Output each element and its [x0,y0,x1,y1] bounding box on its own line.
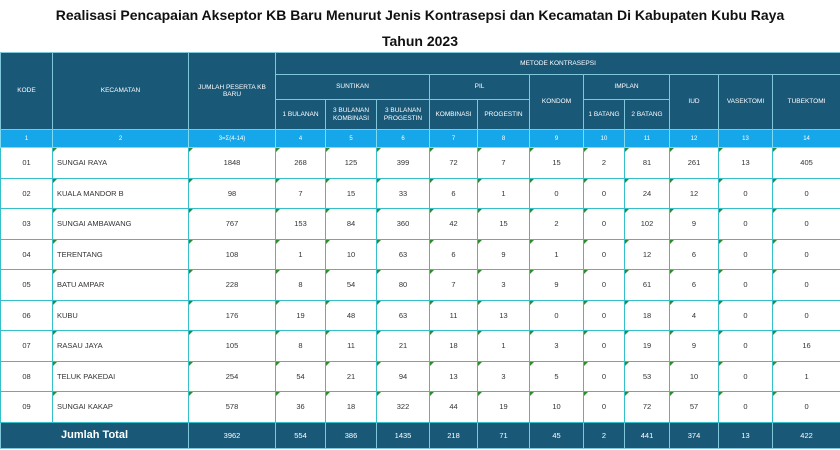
cell-value: 0 [584,178,625,209]
cell-kode: 01 [1,148,53,179]
cell-value: 3 [478,270,530,301]
cell-kode: 05 [1,270,53,301]
cell-value: 18 [430,331,478,362]
cell-value: 0 [719,209,773,240]
header-pil-progestin: PROGESTIN [478,100,530,130]
cell-value: 11 [326,331,377,362]
page-subtitle-year: Tahun 2023 [382,33,458,49]
cell-value: 0 [773,178,840,209]
cell-value: 7 [276,178,326,209]
column-number: 8 [478,130,530,148]
header-2-batang: 2 BATANG [625,100,670,130]
cell-value: 6 [430,239,478,270]
cell-value: 94 [377,361,430,392]
cell-value: 254 [189,361,276,392]
cell-value: 102 [625,209,670,240]
cell-value: 322 [377,392,430,423]
header-pil: PIL [430,75,530,100]
cell-value: 767 [189,209,276,240]
cell-value: 108 [189,239,276,270]
cell-kecamatan: SUNGAI KAKAP [53,392,189,423]
column-number: 3=Σ(4-14) [189,130,276,148]
cell-value: 9 [530,270,584,301]
cell-value: 19 [478,392,530,423]
header-jumlah: JUMLAH PESERTA KB BARU [189,53,276,130]
table-row [1,300,840,331]
cell-value: 105 [189,331,276,362]
column-number: 14 [773,130,840,148]
cell-value: 2 [584,148,625,179]
cell-value: 63 [377,300,430,331]
column-number: 6 [377,130,430,148]
total-value: 218 [430,422,478,448]
cell-value: 0 [719,300,773,331]
cell-value: 12 [625,239,670,270]
cell-value: 1 [276,239,326,270]
cell-value: 1 [478,178,530,209]
header-iud: IUD [670,75,719,130]
cell-value: 81 [625,148,670,179]
header-1-bulanan: 1 BULANAN [276,100,326,130]
cell-value: 0 [719,361,773,392]
total-value: 422 [773,422,840,448]
column-number: 4 [276,130,326,148]
cell-value: 21 [326,361,377,392]
column-number: 10 [584,130,625,148]
cell-value: 176 [189,300,276,331]
column-number: 5 [326,130,377,148]
column-number: 12 [670,130,719,148]
cell-kode: 04 [1,239,53,270]
cell-value: 10 [326,239,377,270]
cell-value: 578 [189,392,276,423]
cell-value: 4 [670,300,719,331]
cell-value: 9 [670,331,719,362]
cell-value: 15 [530,148,584,179]
cell-value: 13 [478,300,530,331]
header-tubektomi: TUBEKTOMI [773,75,840,130]
cell-value: 0 [719,239,773,270]
total-value: 2 [584,422,625,448]
cell-value: 72 [430,148,478,179]
cell-value: 8 [276,270,326,301]
cell-value: 125 [326,148,377,179]
header-3-bulanan-kombinasi: 3 BULANAN KOMBINASI [326,100,377,130]
total-row [1,422,840,448]
table-row [1,331,840,362]
column-number: 1 [1,130,53,148]
page-title: Realisasi Pencapaian Akseptor KB Baru Menurut Jenis Kontrasepsi dan Kecamatan Di Kabupaten Kubu Raya [55,7,785,23]
cell-value: 1848 [189,148,276,179]
cell-value: 13 [719,148,773,179]
table-row [1,270,840,301]
cell-value: 0 [773,300,840,331]
cell-value: 268 [276,148,326,179]
cell-value: 0 [584,361,625,392]
cell-value: 18 [326,392,377,423]
cell-value: 0 [719,178,773,209]
cell-value: 261 [670,148,719,179]
column-number: 9 [530,130,584,148]
cell-value: 5 [530,361,584,392]
cell-value: 42 [430,209,478,240]
cell-value: 0 [530,178,584,209]
cell-value: 80 [377,270,430,301]
cell-value: 12 [670,178,719,209]
table-row [1,361,840,392]
cell-value: 19 [625,331,670,362]
cell-value: 84 [326,209,377,240]
cell-value: 1 [530,239,584,270]
header-pil-kombinasi: KOMBINASI [430,100,478,130]
header-suntikan: SUNTIKAN [276,75,430,100]
cell-value: 9 [670,209,719,240]
table-row [1,148,840,179]
cell-value: 1 [478,331,530,362]
cell-value: 6 [430,178,478,209]
cell-kode: 07 [1,331,53,362]
total-value: 554 [276,422,326,448]
cell-value: 0 [773,270,840,301]
cell-value: 18 [625,300,670,331]
total-value: 3962 [189,422,276,448]
column-number: 11 [625,130,670,148]
cell-value: 13 [430,361,478,392]
cell-kecamatan: BATU AMPAR [53,270,189,301]
header-metode: METODE KONTRASEPSI [276,53,840,75]
cell-kode: 09 [1,392,53,423]
header-vasektomi: VASEKTOMI [719,75,773,130]
cell-kode: 08 [1,361,53,392]
total-value: 386 [326,422,377,448]
table-row [1,209,840,240]
cell-value: 48 [326,300,377,331]
cell-value: 6 [670,239,719,270]
cell-value: 0 [584,300,625,331]
cell-kecamatan: KUBU [53,300,189,331]
cell-value: 228 [189,270,276,301]
data-table [0,52,840,449]
cell-value: 19 [276,300,326,331]
cell-value: 7 [430,270,478,301]
header-kecamatan: KECAMATAN [53,53,189,130]
cell-value: 98 [189,178,276,209]
cell-value: 3 [530,331,584,362]
cell-value: 1 [773,361,840,392]
cell-value: 10 [670,361,719,392]
total-value: 1435 [377,422,430,448]
header-kondom: KONDOM [530,75,584,130]
cell-value: 360 [377,209,430,240]
cell-value: 0 [530,300,584,331]
cell-value: 0 [719,392,773,423]
total-value: 374 [670,422,719,448]
cell-value: 0 [584,239,625,270]
cell-value: 15 [478,209,530,240]
cell-value: 44 [430,392,478,423]
cell-value: 0 [584,331,625,362]
cell-kode: 02 [1,178,53,209]
cell-kecamatan: TELUK PAKEDAI [53,361,189,392]
cell-value: 0 [773,239,840,270]
cell-value: 61 [625,270,670,301]
cell-value: 54 [276,361,326,392]
cell-value: 0 [584,270,625,301]
cell-value: 11 [430,300,478,331]
header-3-bulanan-progestin: 3 BULANAN PROGESTIN [377,100,430,130]
total-value: 13 [719,422,773,448]
cell-value: 0 [773,209,840,240]
total-value: 71 [478,422,530,448]
cell-value: 16 [773,331,840,362]
header-kode: KODE [1,53,53,130]
cell-value: 54 [326,270,377,301]
cell-value: 9 [478,239,530,270]
cell-kecamatan: TERENTANG [53,239,189,270]
cell-value: 15 [326,178,377,209]
cell-value: 3 [478,361,530,392]
total-value: 441 [625,422,670,448]
cell-value: 399 [377,148,430,179]
cell-value: 33 [377,178,430,209]
cell-value: 53 [625,361,670,392]
total-label: Jumlah Total [1,422,189,448]
column-number: 2 [53,130,189,148]
cell-value: 6 [670,270,719,301]
cell-value: 57 [670,392,719,423]
cell-kecamatan: SUNGAI RAYA [53,148,189,179]
cell-value: 24 [625,178,670,209]
cell-value: 10 [530,392,584,423]
cell-value: 7 [478,148,530,179]
cell-value: 0 [719,270,773,301]
cell-kecamatan: RASAU JAYA [53,331,189,362]
column-number: 13 [719,130,773,148]
cell-value: 21 [377,331,430,362]
table-row [1,239,840,270]
cell-value: 0 [719,331,773,362]
cell-value: 405 [773,148,840,179]
table-row [1,178,840,209]
cell-value: 36 [276,392,326,423]
header-1-batang: 1 BATANG [584,100,625,130]
header-implan: IMPLAN [584,75,670,100]
cell-value: 0 [584,209,625,240]
cell-kecamatan: SUNGAI AMBAWANG [53,209,189,240]
cell-value: 153 [276,209,326,240]
cell-value: 8 [276,331,326,362]
total-value: 45 [530,422,584,448]
cell-value: 2 [530,209,584,240]
cell-kode: 03 [1,209,53,240]
cell-value: 0 [584,392,625,423]
table-row [1,392,840,423]
cell-value: 0 [773,392,840,423]
column-number: 7 [430,130,478,148]
cell-value: 63 [377,239,430,270]
cell-kecamatan: KUALA MANDOR B [53,178,189,209]
cell-value: 72 [625,392,670,423]
table-body [1,130,840,449]
cell-kode: 06 [1,300,53,331]
column-number-row [1,130,840,148]
